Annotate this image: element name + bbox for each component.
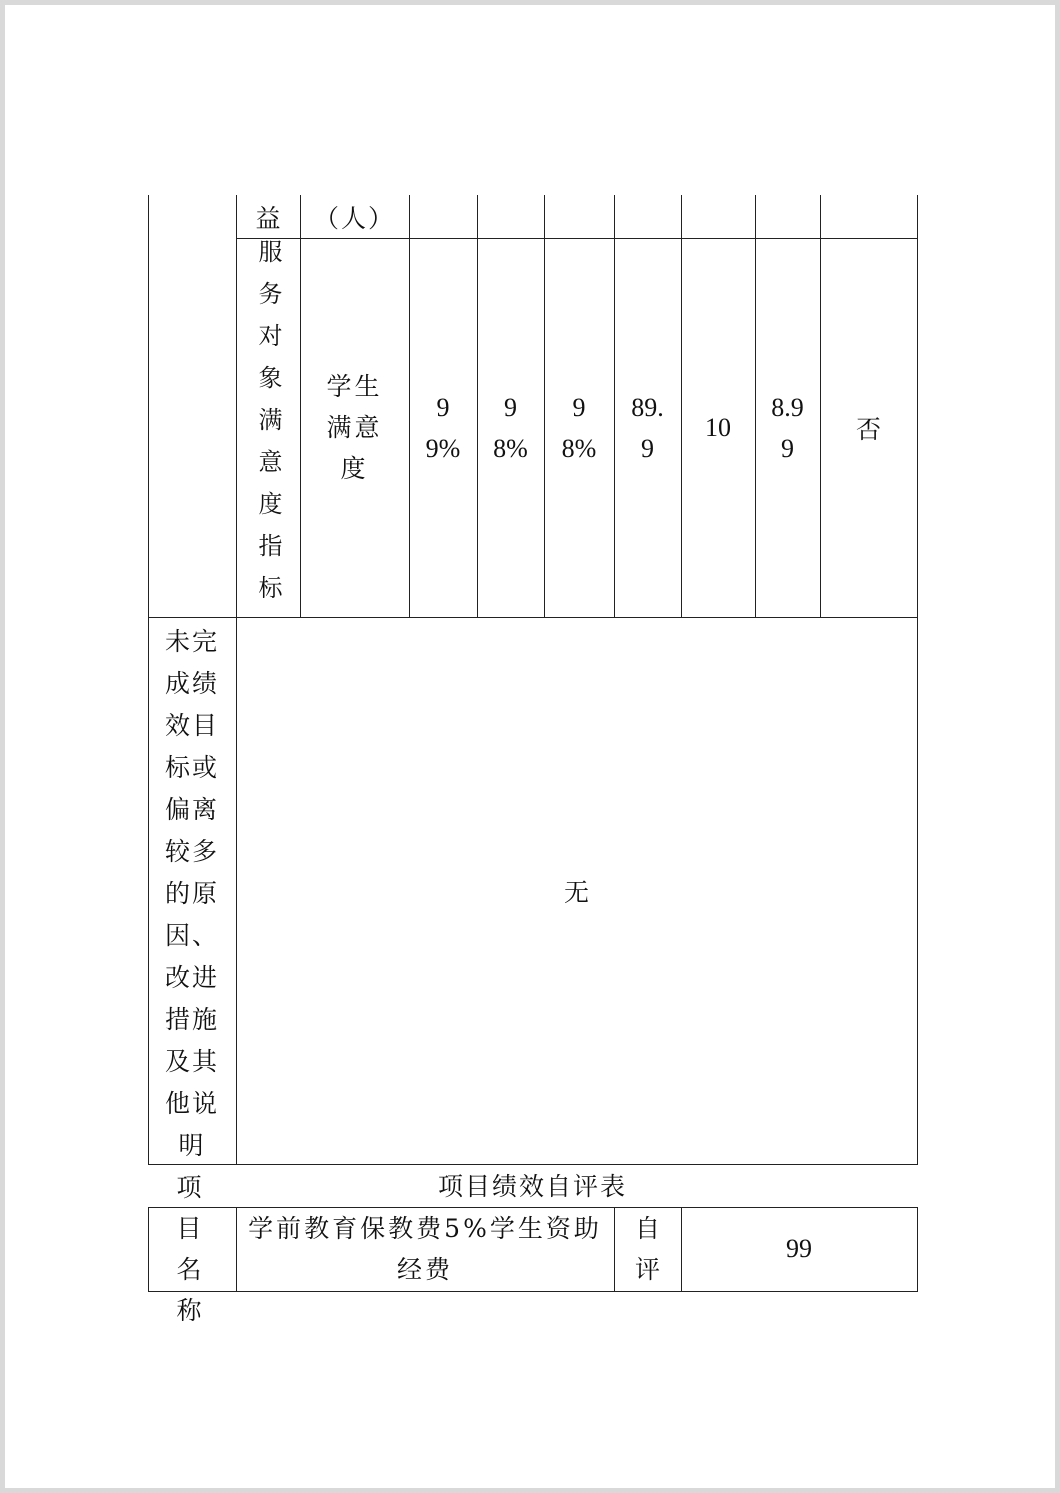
annual-target-value: 99% xyxy=(425,392,461,463)
table-bottom-border xyxy=(148,1291,917,1292)
col-divider xyxy=(917,1207,918,1292)
metric-type-label: 服务对象满意度指标 xyxy=(254,238,282,617)
score-value: 8.99 xyxy=(771,392,804,463)
reason-content: 无 xyxy=(563,877,589,907)
self-eval-label: 自评 xyxy=(634,1214,660,1284)
completed-value: 否 xyxy=(855,414,881,444)
metric-name-cell: 学生满意度 xyxy=(326,372,383,483)
section-title: 项目绩效自评表 xyxy=(437,1172,627,1201)
project-name-label: 项目名称 xyxy=(176,1173,208,1325)
score-weight-value: 10 xyxy=(705,412,731,442)
project-name-value: 学前教育保教费5%学生资助经费 xyxy=(248,1214,602,1284)
metric-name-tail: （人） xyxy=(313,203,395,233)
reason-label: 未完成绩效目标或偏离较多的原因、改进措施及其他说明 xyxy=(164,627,219,1160)
actual-value: 98% xyxy=(493,392,528,463)
metric-type-cell xyxy=(236,238,300,617)
third-value: 98% xyxy=(561,392,597,463)
weight-value: 89.9 xyxy=(631,392,664,463)
metric-type-tail: 益 xyxy=(255,203,281,233)
self-eval-score: 99 xyxy=(786,1234,812,1263)
table-right-border xyxy=(917,195,918,1165)
